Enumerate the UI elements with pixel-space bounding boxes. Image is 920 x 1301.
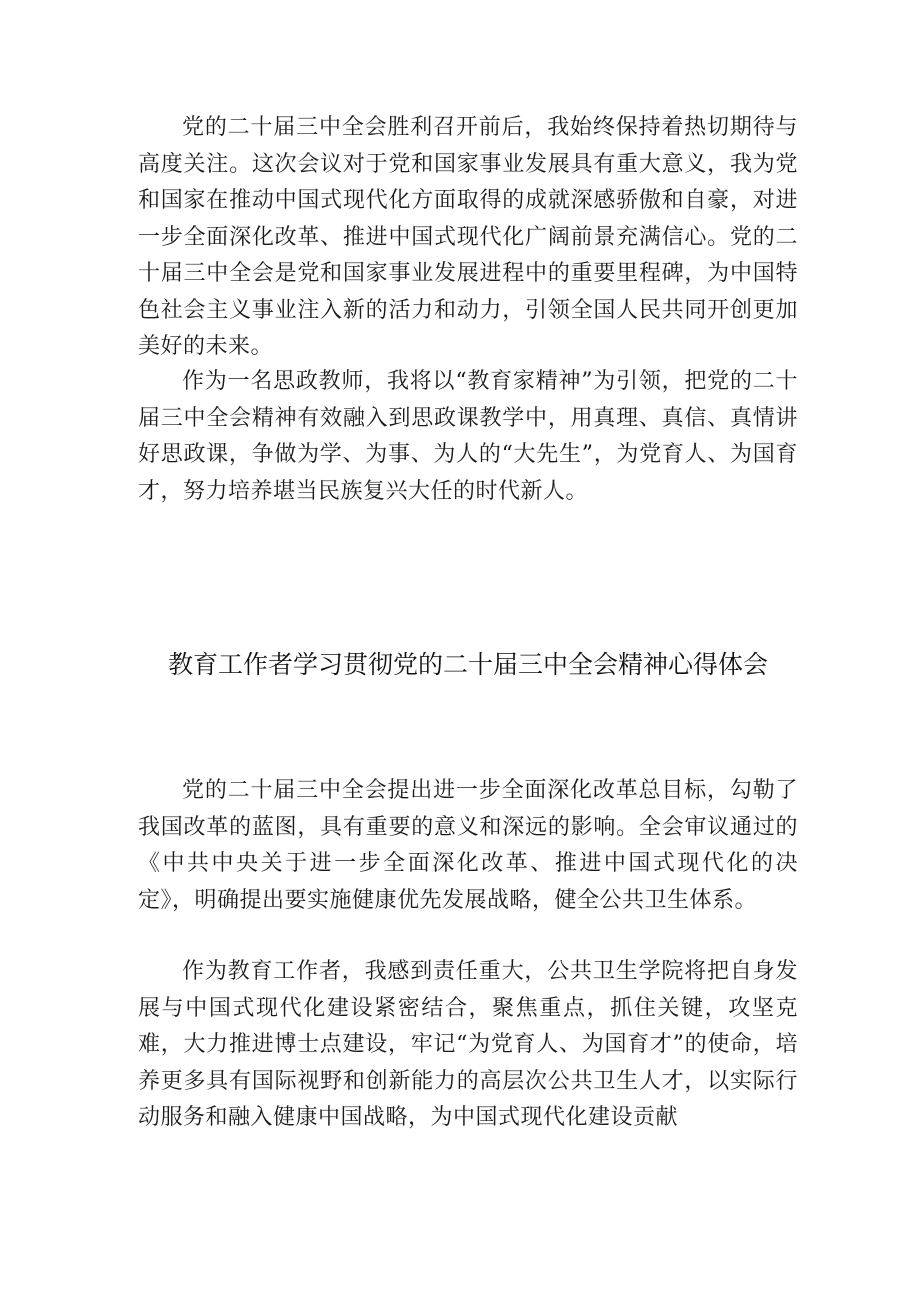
section2-title: 教育工作者学习贯彻党的二十届三中全会精神心得体会 xyxy=(167,650,768,679)
section2-paragraph-1: 党的二十届三中全会提出进一步全面深化改革总目标，勾勒了我国改革的蓝图，具有重要的意义和深远的影响。全会审议通过的《中共中央关于进一步全面深化改革、推进中国式现代化的决定》，明确提出要实施健康优先发展战略，健全公共卫生体系。 xyxy=(138,778,798,913)
section2-paragraph-2: 作为教育工作者，我感到责任重大，公共卫生学院将把自身发展与中国式现代化建设紧密结合，聚焦重点，抓住关键，攻坚克难，大力推进博士点建设，牢记“为党育人、为国育才”的使命，培养更多具有国际视野和创新能力的高层次公共卫生人才，以实际行动服务和融入健康中国战略，为中国式现代化建设贡献 xyxy=(138,959,798,1130)
section1-paragraph-2: 作为一名思政教师，我将以“教育家精神”为引领，把党的二十届三中全会精神有效融入到思政课教学中，用真理、真信、真情讲好思政课，争做为学、为事、为人的“大先生”，为党育人、为国育才，努力培养堪当民族复兴大任的时代新人。 xyxy=(138,369,798,504)
section1-paragraph-1: 党的二十届三中全会胜利召开前后，我始终保持着热切期待与高度关注。这次会议对于党和国家事业发展具有重大意义，我为党和国家在推动中国式现代化方面取得的成就深感骄傲和自豪，对进一步全面深化改革、推进中国式现代化广阔前景充满信心。党的二十届三中全会是党和国家事业发展进程中的重要里程碑，为中国特色社会主义事业注入新的活力和动力，引领全国人民共同开创更加美好的未来。 xyxy=(138,115,798,359)
